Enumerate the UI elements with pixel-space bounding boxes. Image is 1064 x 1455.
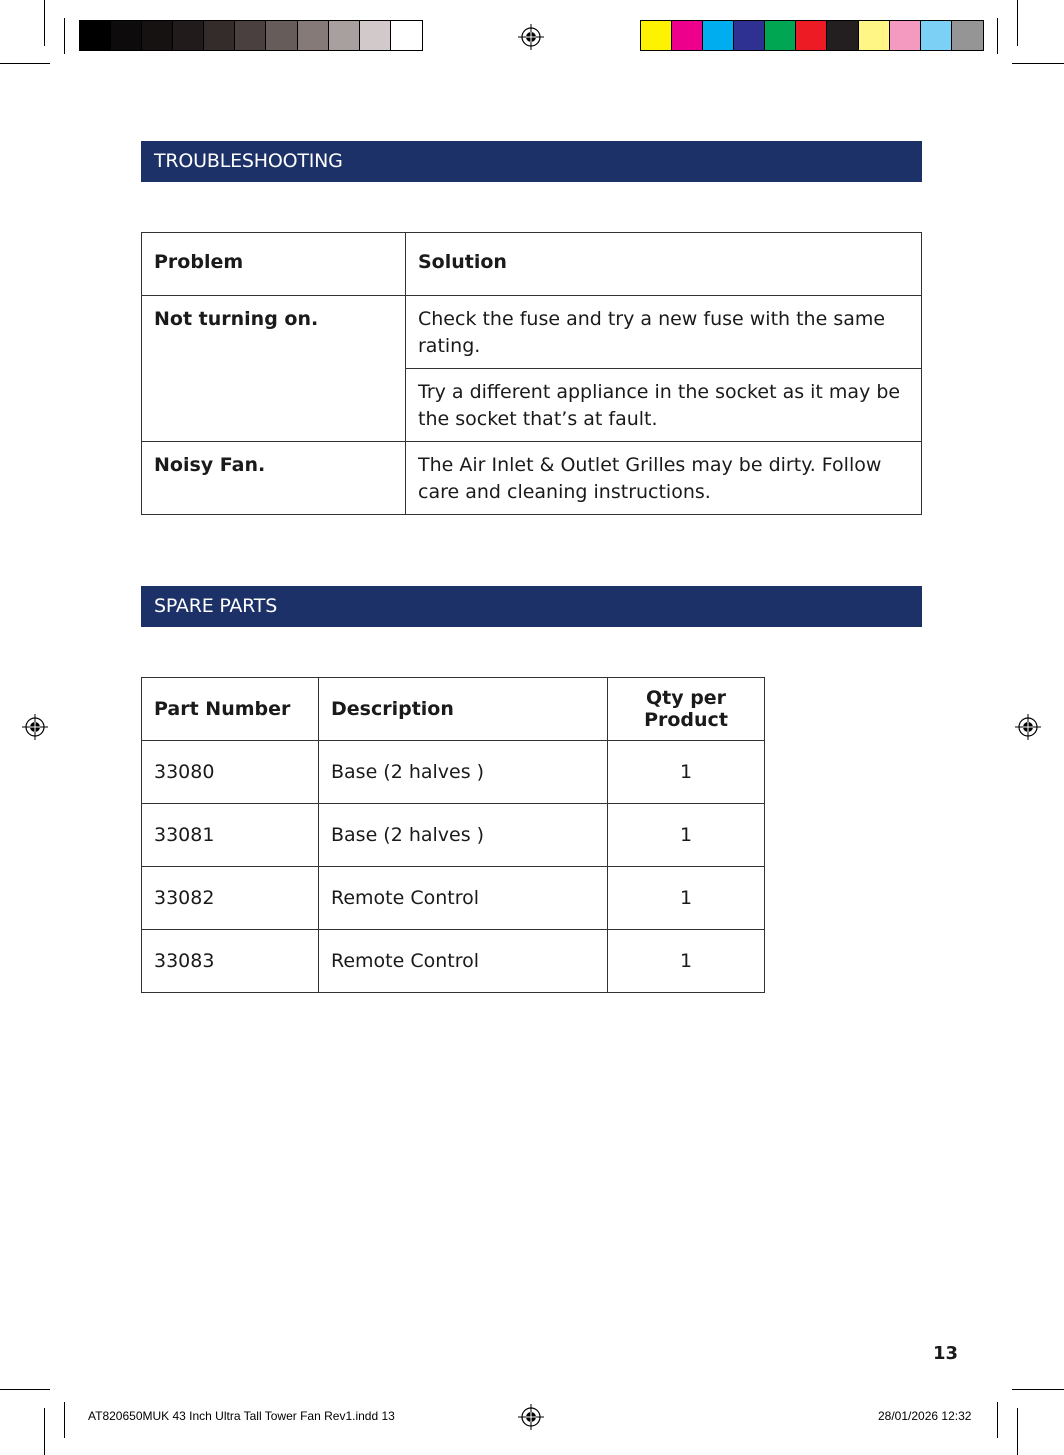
description-cell: Remote Control: [319, 930, 608, 993]
color-swatch: [672, 21, 703, 50]
troubleshooting-table: [141, 232, 922, 515]
page-number: 13: [933, 1343, 959, 1364]
color-swatch: [142, 21, 173, 50]
table-row: [142, 296, 922, 369]
table-header-row: [142, 233, 922, 296]
table-row: [142, 930, 765, 993]
slug-date: 28/01/2026 12:32: [878, 1409, 972, 1423]
problem-cell: Not turning on.: [142, 296, 406, 442]
process-color-bar: [640, 20, 984, 51]
slug-filename: AT820650MUK 43 Inch Ultra Tall Tower Fan Rev1.indd 13: [88, 1409, 395, 1423]
crop-mark: [997, 1402, 998, 1438]
column-header-description: Description: [319, 678, 608, 741]
spare-parts-table: [141, 677, 765, 993]
table-header-row: [142, 678, 765, 741]
color-swatch: [235, 21, 266, 50]
color-swatch: [173, 21, 204, 50]
crop-mark: [44, 0, 45, 46]
solution-cell: The Air Inlet & Outlet Grilles may be dirty. Follow care and cleaning instructions.: [406, 442, 922, 515]
crop-mark: [1017, 1408, 1018, 1455]
color-swatch: [641, 21, 672, 50]
color-swatch: [734, 21, 765, 50]
color-swatch: [859, 21, 890, 50]
column-header-problem: Problem: [142, 233, 406, 296]
crop-mark: [0, 63, 50, 64]
table-row: [142, 804, 765, 867]
troubleshooting-heading: TROUBLESHOOTING: [141, 141, 922, 182]
solution-cell: Try a different appliance in the socket as it may be the socket that’s at fault.: [406, 369, 922, 442]
spare-parts-heading: SPARE PARTS: [141, 586, 922, 627]
registration-mark-icon: [518, 1404, 544, 1430]
part-number-cell: 33082: [142, 867, 319, 930]
color-swatch: [111, 21, 142, 50]
color-swatch: [796, 21, 827, 50]
registration-mark-icon: [22, 714, 48, 740]
color-swatch: [703, 21, 734, 50]
color-swatch: [952, 21, 983, 50]
crop-mark: [44, 1408, 45, 1455]
column-header-qty: [608, 678, 765, 741]
problem-cell: Noisy Fan.: [142, 442, 406, 515]
column-header-part-number: Part Number: [142, 678, 319, 741]
table-row: [142, 867, 765, 930]
part-number-cell: 33083: [142, 930, 319, 993]
registration-mark-icon: [518, 24, 544, 50]
color-swatch: [298, 21, 329, 50]
solution-cell: Check the fuse and try a new fuse with the same rating.: [406, 296, 922, 369]
color-swatch: [890, 21, 921, 50]
qty-cell: 1: [608, 930, 765, 993]
color-swatch: [80, 21, 111, 50]
color-swatch: [329, 21, 360, 50]
qty-cell: 1: [608, 867, 765, 930]
crop-mark: [64, 18, 65, 54]
column-header-solution: Solution: [406, 233, 922, 296]
description-cell: Base (2 halves ): [319, 804, 608, 867]
table-row: [142, 442, 922, 515]
description-cell: Base (2 halves ): [319, 741, 608, 804]
color-swatch: [266, 21, 297, 50]
table-row: [142, 741, 765, 804]
qty-cell: 1: [608, 741, 765, 804]
color-swatch: [204, 21, 235, 50]
color-swatch: [391, 21, 422, 50]
crop-mark: [1017, 0, 1018, 46]
grayscale-color-bar: [79, 20, 423, 51]
crop-mark: [997, 18, 998, 54]
crop-mark: [1012, 63, 1064, 64]
crop-mark: [0, 1389, 50, 1390]
color-swatch: [360, 21, 391, 50]
color-swatch: [921, 21, 952, 50]
color-swatch: [765, 21, 796, 50]
crop-mark: [1012, 1389, 1064, 1390]
part-number-cell: 33081: [142, 804, 319, 867]
part-number-cell: 33080: [142, 741, 319, 804]
qty-cell: 1: [608, 804, 765, 867]
color-swatch: [827, 21, 858, 50]
crop-mark: [64, 1402, 65, 1438]
registration-mark-icon: [1015, 714, 1041, 740]
description-cell: Remote Control: [319, 867, 608, 930]
qty-header-text: Qty per Product: [644, 687, 728, 731]
